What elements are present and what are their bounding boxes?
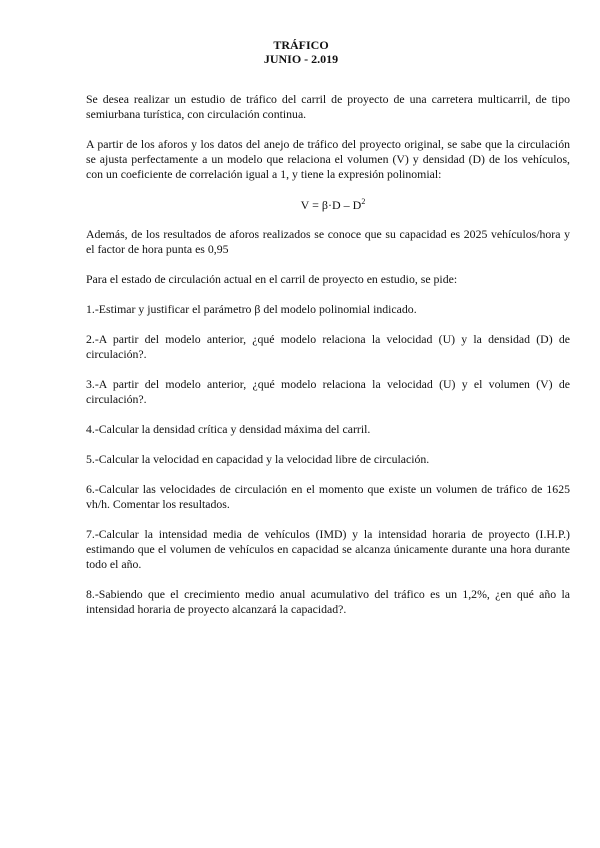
intro-paragraph-4: Para el estado de circulación actual en el carril de proyecto en estudio, se pide: [86,272,458,286]
question-1: 1.-Estimar y justificar el parámetro β del modelo polinomial indicado. [86,302,417,316]
question-3: 3.-A partir del modelo anterior, ¿qué modelo relaciona la velocidad (U) y el volumen (V) de circulación?. [86,377,570,406]
formula-base: V = β·D – D [300,198,362,212]
question-2: 2.-A partir del modelo anterior, ¿qué modelo relaciona la velocidad (U) y la densidad (D) de circulación?. [86,332,570,361]
document-title: TRÁFICO [273,38,329,52]
intro-paragraph-2: A partir de los aforos y los datos del anejo de tráfico del proyecto original, se sabe que la circulación se ajusta perfectamente a un modelo que relaciona el volumen (V) y densidad (D) de los vehículos, con un coeficiente de correlación igual a 1, y tiene la expresión polinomial: [86,137,570,181]
question-6: 6.-Calcular las velocidades de circulación en el momento que existe un volumen de tráfico de 1625 vh/h. Comentar los resultados. [86,482,570,511]
document-date: JUNIO - 2.019 [263,52,339,66]
polynomial-formula [86,198,570,213]
question-8: 8.-Sabiendo que el crecimiento medio anual acumulativo del tráfico es un 1,2%, ¿en qué año la intensidad horaria de proyecto alcanzará la capacidad?. [86,587,570,616]
intro-paragraph-1: Se desea realizar un estudio de tráfico del carril de proyecto de una carretera multicarril, de tipo semiurbana turística, con circulación continua. [86,92,570,121]
question-4: 4.-Calcular la densidad crítica y densidad máxima del carril. [86,422,371,436]
document-header [0,38,600,66]
question-5: 5.-Calcular la velocidad en capacidad y la velocidad libre de circulación. [86,452,430,466]
formula-exponent: 2 [361,197,366,206]
question-7: 7.-Calcular la intensidad media de vehículos (IMD) y la intensidad horaria de proyecto (I.H.P.) estimando que el volumen de vehículos en capacidad se alcanza únicamente durante una hora durante todo el año. [86,527,570,571]
intro-paragraph-3: Además, de los resultados de aforos realizados se conoce que su capacidad es 2025 vehículos/hora y el factor de hora punta es 0,95 [86,227,570,256]
document-body [86,92,570,617]
